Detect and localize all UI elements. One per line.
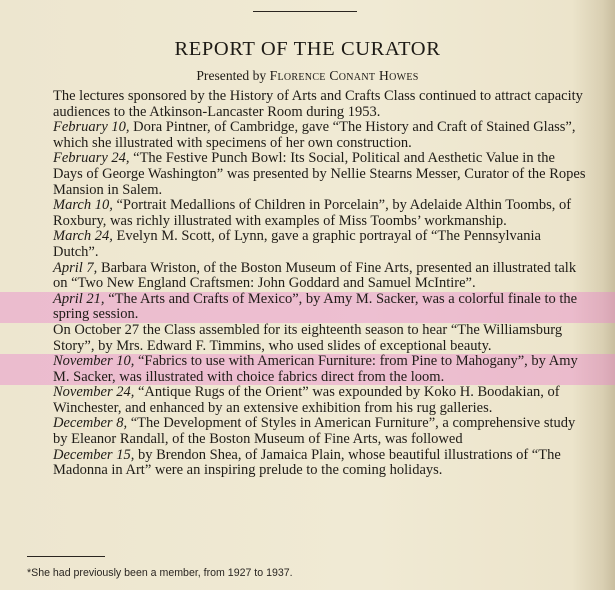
paragraph-text: by Brendon Shea, of Jamaica Plain, whose beautiful illustrations of “The Madonna in Art” were an inspiring prelude to the coming holidays. — [53, 446, 561, 479]
paragraph — [53, 120, 588, 151]
lecture-date: April 7, — [53, 259, 98, 276]
paragraph — [53, 385, 588, 416]
curator-name: Florence Conant Howes — [269, 68, 419, 83]
paragraph-text: On October 27 the Class assembled for its eighteenth season to hear “The Williamsburg Story”, by Mrs. Edward F. Timmins, who used slides of exceptional beauty. — [53, 321, 563, 354]
lecture-date: April 21, — [53, 290, 105, 307]
paragraph-text: “Fabrics to use with American Furniture: from Pine to Mahogany”, by Amy M. Sacker, was illustrated with choice fabrics direct from the loom. — [53, 353, 578, 385]
paragraph-text: Evelyn M. Scott, of Lynn, gave a graphic portrayal of “The Pennsylvania Dutch”. — [53, 228, 541, 260]
lecture-date: March 24, — [53, 228, 113, 245]
footnote: *She had previously been a member, from 1927 to 1937. — [27, 567, 293, 579]
lecture-date: December 8, — [53, 415, 128, 432]
paragraph-text: “The Festive Punch Bowl: Its Social, Political and Aesthetic Value in the Days of George Washington” was presented by Nellie Stearns Messer, Curator of the Ropes Mansion in Salem. — [53, 150, 586, 198]
paragraph — [53, 198, 588, 229]
paragraph-text: The lectures sponsored by the History of Arts and Crafts Class continued to attract capacity audiences to the Atkinson-Lancaster Room during 1953. — [53, 88, 583, 120]
lecture-date: February 10, — [53, 119, 130, 136]
lecture-date: December 15, — [53, 446, 135, 463]
presented-prefix: Presented by — [196, 68, 267, 83]
paragraph-text: “Antique Rugs of the Orient” was expounded by Koko H. Boodakian, of Winchester, and enhanced by an extensive exhibition from his rug galleries. — [53, 384, 560, 416]
paragraph — [53, 448, 588, 479]
footnote-rule — [27, 556, 105, 557]
lecture-date: March 10, — [53, 197, 113, 214]
paragraph — [53, 416, 588, 447]
lecture-date: February 24, — [53, 150, 130, 167]
lecture-date: November 24, — [53, 384, 135, 401]
paragraph-text: Dora Pintner, of Cambridge, gave “The History and Craft of Stained Glass”, which she illustrated with specimens of her own construction. — [53, 119, 576, 151]
paragraph-text: “Portrait Medallions of Children in Porcelain”, by Adelaide Althin Toombs, of Roxbury, was richly illustrated with examples of Miss Toombs’ workmanship. — [53, 197, 572, 229]
page-title: REPORT OF THE CURATOR — [174, 38, 441, 60]
paragraph — [53, 261, 588, 292]
top-rule — [253, 11, 357, 12]
presented-by-line — [0, 68, 615, 84]
paragraph-text: “The Development of Styles in American Furniture”, a comprehensive study by Eleanor Randall, of the Boston Museum of Fine Arts, was followed — [53, 415, 576, 448]
highlighted-paragraph — [0, 292, 615, 323]
paragraph-text: “The Arts and Crafts of Mexico”, by Amy M. Sacker, was a colorful finale to the spring session. — [53, 290, 578, 323]
paragraph-text: Barbara Wriston, of the Boston Museum of Fine Arts, presented an illustrated talk on “Two New England Craftsmen: John Goddard and Samuel McIntire”. — [53, 259, 577, 292]
report-body — [53, 89, 588, 479]
paragraph — [53, 151, 588, 198]
lecture-date: November 10, — [53, 353, 135, 370]
paragraph — [53, 229, 588, 260]
paragraph — [53, 89, 588, 120]
highlighted-paragraph — [0, 354, 615, 385]
paragraph — [53, 323, 588, 354]
